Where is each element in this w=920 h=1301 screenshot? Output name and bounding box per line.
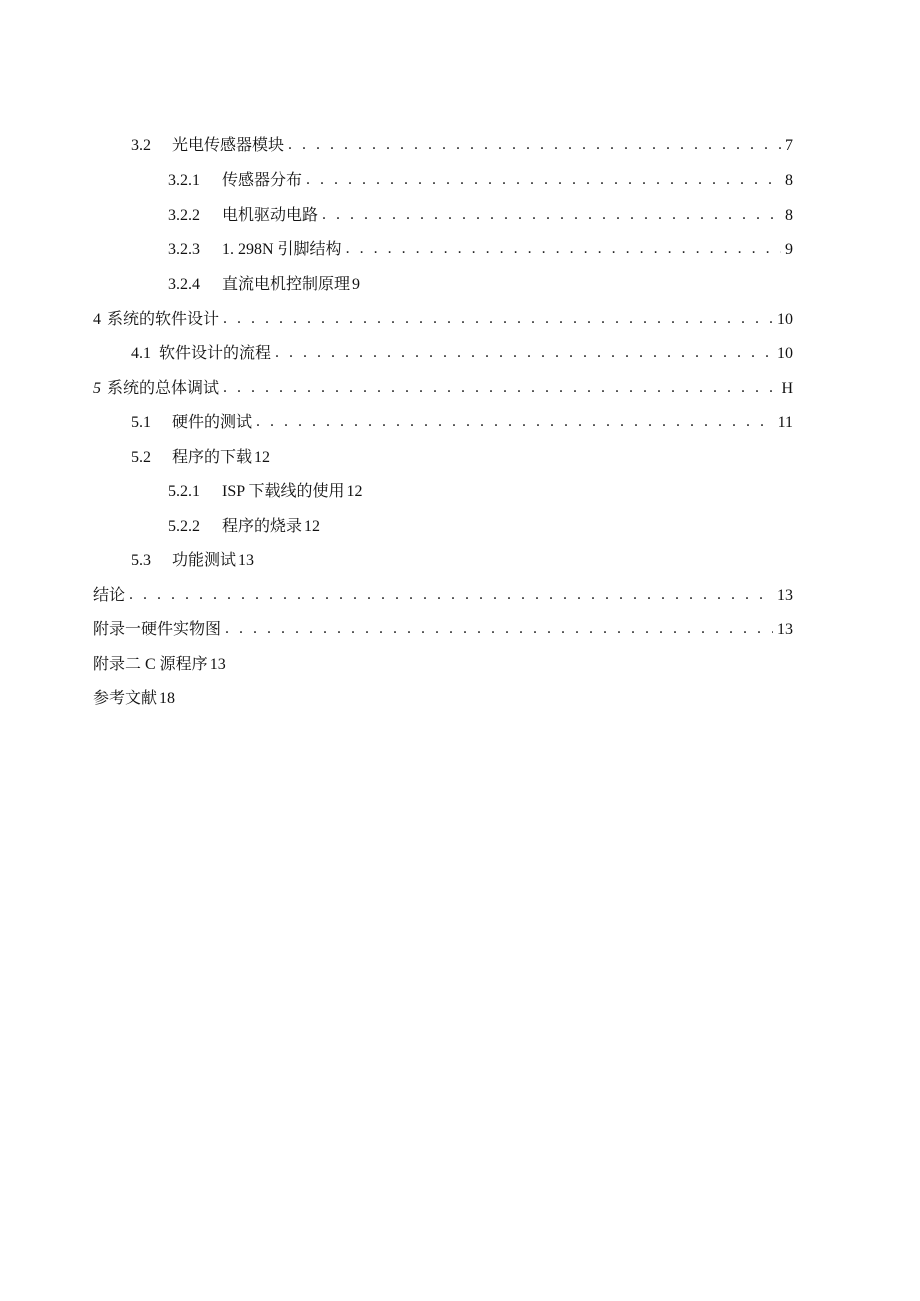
toc-number: 4.1 <box>131 345 151 362</box>
dot-leader <box>288 133 781 157</box>
toc-title: ISP 下载线的使用 <box>222 483 345 500</box>
toc-number: 3.2.3 <box>168 241 200 258</box>
toc-page-number: 12 <box>304 518 321 535</box>
toc-entry[interactable] <box>131 411 793 435</box>
toc-page-number: 11 <box>777 414 793 431</box>
toc-title: 电机驱动电路 <box>222 207 319 224</box>
toc-page-number: H <box>781 380 793 397</box>
toc-page-number: 13 <box>209 656 226 673</box>
toc-page-number: 13 <box>777 621 793 638</box>
dot-leader <box>322 203 781 227</box>
dot-leader <box>346 237 781 261</box>
toc-page-number: 9 <box>785 241 793 258</box>
toc-page-number: 10 <box>777 345 793 362</box>
toc-page-number: 12 <box>254 449 271 466</box>
dot-leader <box>223 376 777 400</box>
toc-title: 传感器分布 <box>222 172 303 189</box>
toc-number: 3.2.2 <box>168 207 200 224</box>
toc-entry[interactable] <box>93 618 793 642</box>
toc-number: 5.3 <box>131 552 151 569</box>
toc-title: 参考文献 <box>93 690 158 707</box>
toc-title: 光电传感器模块 <box>172 137 285 154</box>
toc-entry[interactable] <box>168 238 793 262</box>
toc-entry[interactable] <box>93 584 793 608</box>
toc-number: 5.2.2 <box>168 518 200 535</box>
dot-leader <box>225 617 773 641</box>
toc-title: 1. 298N 引脚结构 <box>222 241 342 258</box>
toc-page-number: 7 <box>785 137 793 154</box>
toc-entry[interactable] <box>93 687 175 711</box>
toc-title: 功能测试 <box>172 552 237 569</box>
toc-page-number: 13 <box>238 552 255 569</box>
toc-page-number: 12 <box>346 483 363 500</box>
toc-title: 结论 <box>93 587 126 604</box>
toc-title: 硬件的测试 <box>172 414 253 431</box>
toc-page-number: 10 <box>777 311 793 328</box>
toc-entry[interactable] <box>93 653 226 677</box>
toc-page-number: 18 <box>159 690 176 707</box>
toc-title: 程序的烧录 <box>222 518 303 535</box>
toc-entry[interactable] <box>131 446 270 470</box>
toc-entry[interactable] <box>168 480 363 504</box>
toc-number: 3.2.4 <box>168 276 200 293</box>
dot-leader <box>256 410 774 434</box>
toc-number: 5.2 <box>131 449 151 466</box>
toc-title: 附录二 C 源程序 <box>93 656 208 673</box>
toc-page-number: 8 <box>785 172 793 189</box>
dot-leader <box>223 307 773 331</box>
toc-page-number: 8 <box>785 207 793 224</box>
toc-title: 系统的软件设计 <box>107 311 220 328</box>
toc-title: 附录一硬件实物图 <box>93 621 222 638</box>
toc-number: 5 <box>93 380 101 397</box>
dot-leader <box>306 168 781 192</box>
toc-entry[interactable] <box>168 515 320 539</box>
toc-page-number: 9 <box>352 276 361 293</box>
dot-leader <box>275 341 773 365</box>
toc-title: 程序的下载 <box>172 449 253 466</box>
toc-entry[interactable] <box>93 377 793 401</box>
toc-entry[interactable] <box>93 308 793 332</box>
toc-title: 系统的总体调试 <box>107 380 220 397</box>
toc-page-number: 13 <box>777 587 793 604</box>
dot-leader <box>129 583 773 607</box>
toc-entry[interactable] <box>168 273 360 297</box>
toc-entry[interactable] <box>131 134 793 158</box>
toc-entry[interactable] <box>168 169 793 193</box>
toc-title: 软件设计的流程 <box>159 345 272 362</box>
toc-number: 5.2.1 <box>168 483 200 500</box>
toc-title: 直流电机控制原理 <box>222 276 351 293</box>
toc-number: 4 <box>93 311 101 328</box>
toc-entry[interactable] <box>131 342 793 366</box>
toc-number: 5.1 <box>131 414 151 431</box>
toc-entry[interactable] <box>168 204 793 228</box>
toc-entry[interactable] <box>131 549 254 573</box>
toc-number: 3.2.1 <box>168 172 200 189</box>
toc-number: 3.2 <box>131 137 151 154</box>
